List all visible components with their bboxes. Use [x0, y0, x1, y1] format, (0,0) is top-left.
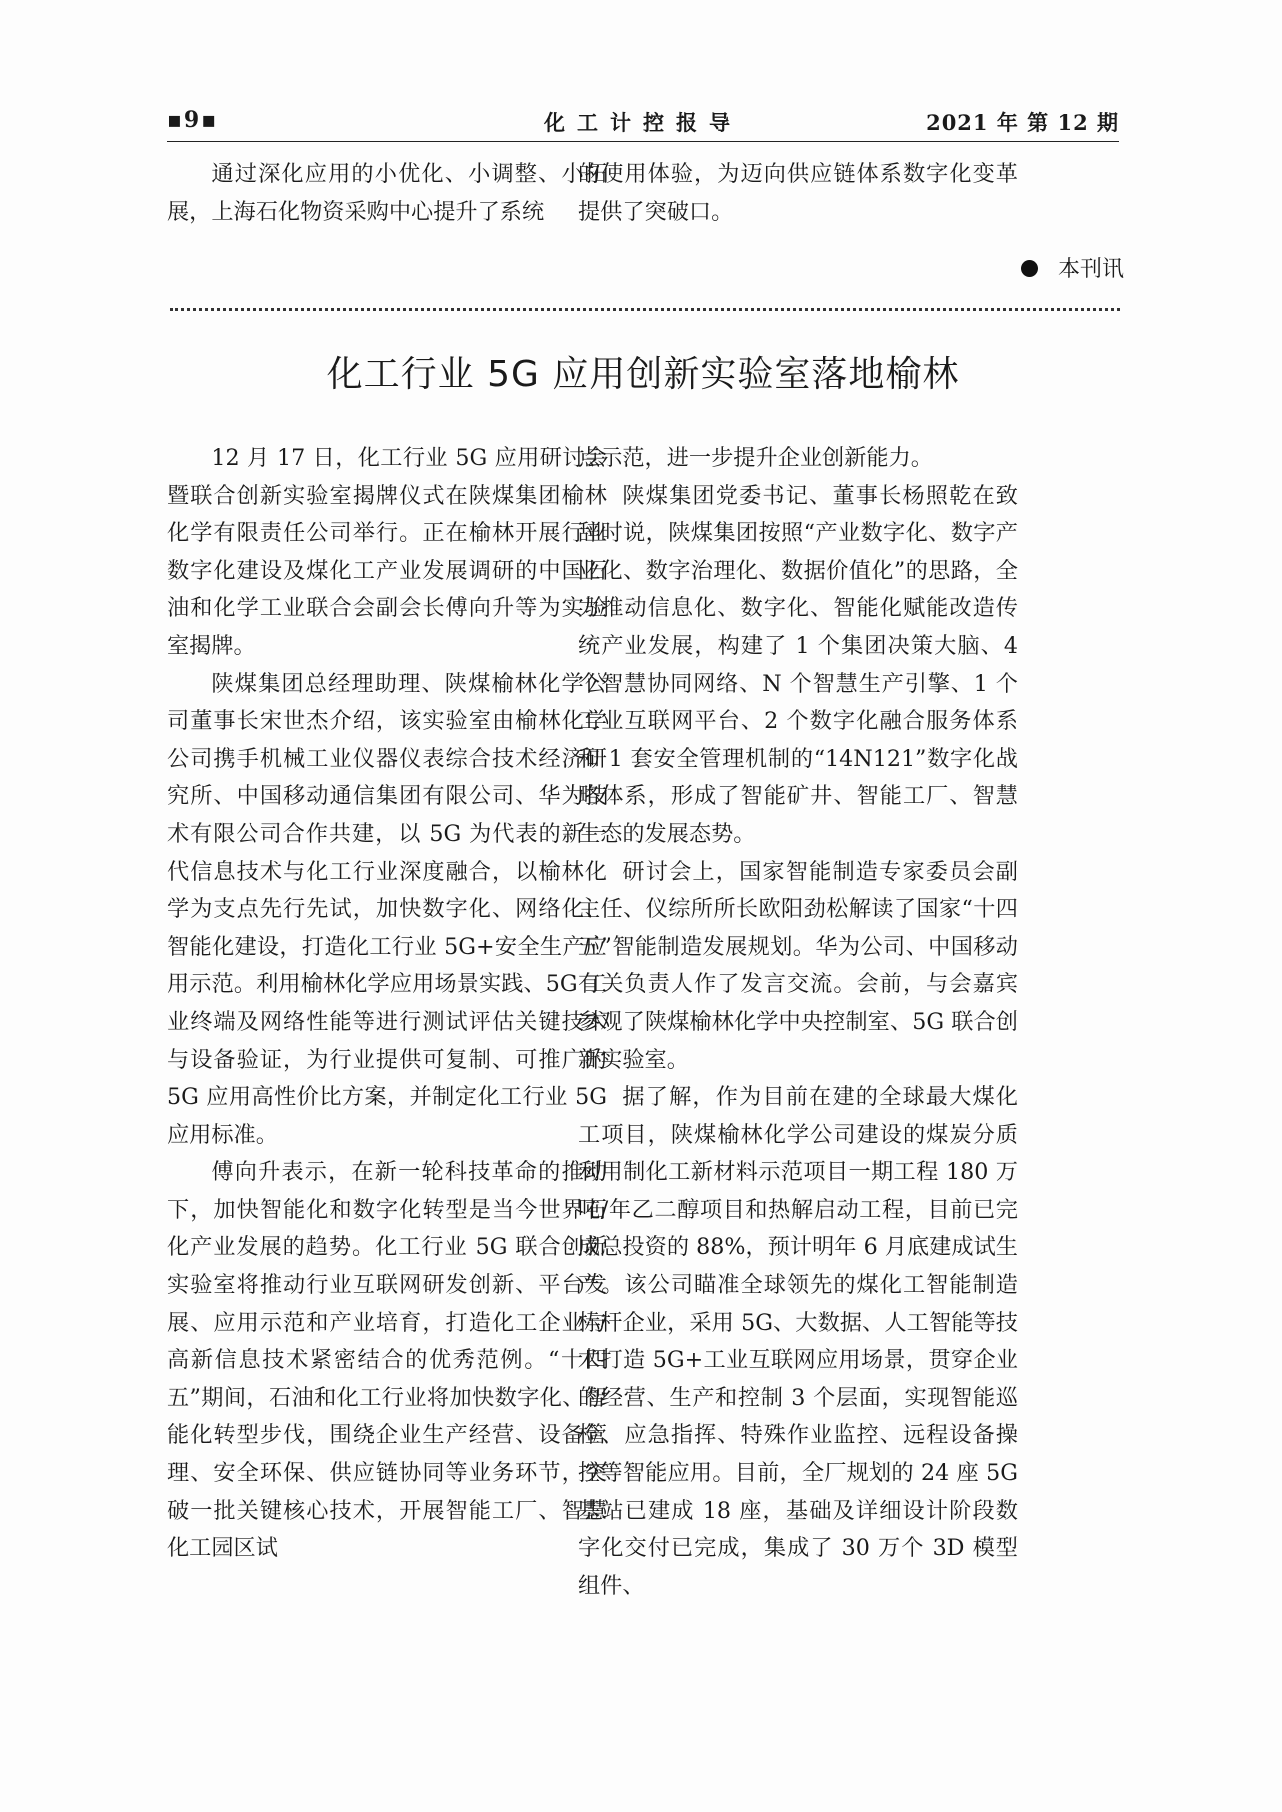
journal-name: 化工计控报导 — [544, 110, 742, 135]
source-credit — [1021, 255, 1124, 285]
issue-label: 2021 年 第 12 期 — [926, 110, 1119, 135]
page-number: ▪9▪ — [167, 107, 219, 133]
paragraph: 陕煤集团党委书记、董事长杨照乾在致辞时说，陕煤集团按照“产业数字化、数字产业化、数字治理化、数据价值化”的思路，全力推动信息化、数字化、智能化赋能改造传统产业发展，构建了 1 个集团决策大脑、4 个智慧协同网络、N 个智慧生产引擎、1 个工业互联网平台、2 个数字化融合服务体系和 1 套安全管理机制的“14N121”数字化战略体系，形成了智能矿井、智能工厂、智慧生态的发展态势。 — [578, 482, 1018, 847]
prev-article-right: 的使用体验，为迈向供应链体系数字化变革提供了突破口。 — [578, 161, 1018, 225]
article-right-column — [578, 440, 1018, 1605]
page-header — [167, 107, 1119, 142]
paragraph: 据了解，作为目前在建的全球最大煤化工项目，陕煤榆林化学公司建设的煤炭分质利用制化工新材料示范项目一期工程 180 万吨/年乙二醇项目和热解启动工程，目前已完成总投资的 88%，预计明年 6 月底建成试生产。该公司瞄准全球领先的煤化工智能制造标杆企业，采用 5G、大数据、人工智能等技术打造 5G+工业互联网应用场景，贯穿企业的经营、生产和控制 3 个层面，实现智能巡检、应急指挥、特殊作业监控、远程设备操控等智能应用。目前，全厂规划的 24 座 5G 基站已建成 18 座，基础及详细设计阶段数字化交付已完成，集成了 30 万个 3D 模型组件、 — [578, 1084, 1018, 1599]
source-text: 本刊讯 — [1057, 257, 1124, 282]
paragraph: 研讨会上，国家智能制造专家委员会副主任、仪综所所长欧阳劲松解读了国家“十四五”智能制造发展规划。华为公司、中国移动有关负责人作了发言交流。会前，与会嘉宾参观了陕煤榆林化学中央控制室、5G 联合创新实验室。 — [578, 858, 1018, 1073]
paragraph: 陕煤集团总经理助理、陕煤榆林化学公司董事长宋世杰介绍，该实验室由榆林化学公司携手机械工业仪器仪表综合技术经济研究所、中国移动通信集团有限公司、华为技术有限公司合作共建，以 5G 为代表的新一代信息技术与化工行业深度融合，以榆林化学为支点先行先试，加快数字化、网络化、智能化建设，打造化工行业 5G+安全生产应用示范。利用榆林化学应用场景实践、5G 工业终端及网络性能等进行测试评估关键技术与设备验证，为行业提供可复制、可推广的 5G 应用高性价比方案，并制定化工行业 5G 应用标准。 — [167, 670, 607, 1148]
paragraph: 点示范，进一步提升企业创新能力。 — [578, 445, 933, 471]
article-title: 化工行业 5G 应用创新实验室落地榆林 — [326, 354, 960, 395]
prev-article-left: 通过深化应用的小优化、小调整、小拓展，上海石化物资采购中心提升了系统 — [167, 161, 607, 225]
article-left-column — [167, 440, 607, 1568]
dotted-divider — [170, 308, 1120, 311]
paragraph: 12 月 17 日，化工行业 5G 应用研讨会暨联合创新实验室揭牌仪式在陕煤集团榆林化学有限责任公司举行。正在榆林开展行业数字化建设及煤化工产业发展调研的中国石油和化学工业联合会副会长傅向升等为实验室揭牌。 — [167, 445, 607, 659]
bullet-dot-icon — [1021, 260, 1038, 277]
paragraph: 傅向升表示，在新一轮科技革命的推动下，加快智能化和数字化转型是当今世界石化产业发展的趋势。化工行业 5G 联合创新实验室将推动行业互联网研发创新、平台发展、应用示范和产业培育，打造化工企业与高新信息技术紧密结合的优秀范例。“十四五”期间，石油和化工行业将加快数字化、智能化转型步伐，围绕企业生产经营、设备管理、安全环保、供应链协同等业务环节，突破一批关键核心技术，开展智能工厂、智慧化工园区试 — [167, 1159, 607, 1562]
